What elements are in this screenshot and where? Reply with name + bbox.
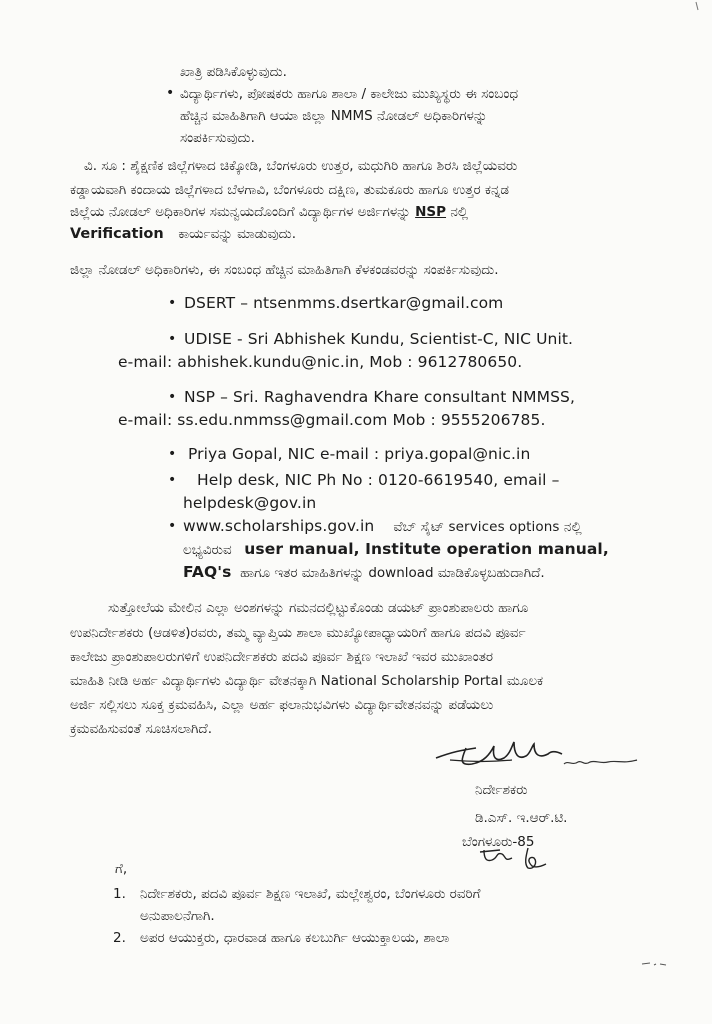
note-line-4 xyxy=(70,225,296,243)
udise-email: e-mail: abhishek.kundu@nic.in, Mob : 9612780650. xyxy=(118,353,523,371)
nsp-email: e-mail: ss.edu.nmmss@gmail.com Mob : 9555206785. xyxy=(118,411,546,429)
udise-contact: UDISE - Sri Abhishek Kundu, Scientist-C, NIC Unit. xyxy=(184,330,574,348)
recipient-1-line-1: ನಿರ್ದೇಶಕರು, ಪದವಿ ಪೂರ್ವ ಶಿಕ್ಷಣ ಇಲಾಖೆ, ಮಲ್ಲೇಶ್ವರಂ, ಬೆಂಗಳೂರು ರವರಿಗೆ xyxy=(140,886,481,902)
note-line-3 xyxy=(70,203,468,221)
top-bullet-line-1: ವಿದ್ಯಾರ್ಥಿಗಳು, ಪೋಷಕರು ಹಾಗೂ ಶಾಲಾ / ಕಾಲೇಜು ಮುಖ್ಯಸ್ಥರು ಈ ಸಂಬಂಧ xyxy=(180,86,519,102)
to-label: ಗೆ, xyxy=(115,861,128,877)
helpdesk-line-2: helpdesk@gov.in xyxy=(183,494,317,512)
para-line-3: ಕಾಲೇಜು ಪ್ರಾಂಶುಪಾಲರುಗಳಿಗೆ ಉಪನಿರ್ದೇಶಕರು ಪದವಿ ಪೂರ್ವ ಶಿಕ್ಷಣ ಇಲಾಖೆ ಇವರ ಮುಖಾಂತರ xyxy=(70,649,494,665)
scholarship-line-1 xyxy=(183,517,582,536)
scholarship-line-2 xyxy=(183,540,609,559)
helpdesk-line-1: Help desk, NIC Ph No : 0120-6619540, email – xyxy=(197,471,560,489)
initials-mark xyxy=(478,844,554,872)
faq-text: FAQ's xyxy=(183,563,232,581)
para-line-4: ಮಾಹಿತಿ ನೀಡಿ ಅರ್ಹ ವಿದ್ಯಾರ್ಥಿಗಳು ವಿದ್ಯಾರ್ಥಿ ವೇತನಕ್ಕಾಗಿ National Scholarship Portal ಮೂಲಕ xyxy=(70,673,544,689)
para-line-6: ಕ್ರಮವಹಿಸುವಂತೆ ಸೂಚಿಸಲಾಗಿದೆ. xyxy=(70,721,212,737)
scan-edge-mark xyxy=(694,0,708,12)
bullet-icon: • xyxy=(168,389,177,405)
verification-text: Verification xyxy=(70,226,164,242)
bullet-icon: • xyxy=(168,295,177,311)
bullet-icon: • xyxy=(168,331,177,347)
district-officers-line: ಜಿಲ್ಲಾ ನೋಡಲ್ ಅಧಿಕಾರಿಗಳು, ಈ ಸಂಬಂಧ ಹೆಚ್ಚಿನ ಮಾಹಿತಿಗಾಗಿ ಕೆಳಕಂಡವರನ್ನು ಸಂಪರ್ಕಿಸುವುದು. xyxy=(70,262,499,278)
note-line-4-text: ಕಾರ್ಯವನ್ನು ಮಾಡುವುದು. xyxy=(178,226,296,242)
bullet-icon: • xyxy=(168,446,177,462)
dsert-contact: DSERT – ntsenmms.dsertkar@gmail.com xyxy=(184,294,504,312)
office-name: ಡಿ.ಎಸ್. ಇ.ಆರ್.ಟಿ. xyxy=(475,810,568,826)
recipient-1-line-2: ಅನುಪಾಲನೆಗಾಗಿ. xyxy=(140,908,215,924)
scan-mark xyxy=(640,956,670,972)
para-line-5: ಅರ್ಜಿ ಸಲ್ಲಿಸಲು ಸೂಕ್ತ ಕ್ರಮವಹಿಸಿ, ಎಲ್ಲಾ ಅರ್ಹ ಫಲಾನುಭವಿಗಳು ವಿದ್ಯಾರ್ಥಿವೇತನವನ್ನು ಪಡೆಯಲು xyxy=(70,697,494,713)
recipient-1-number: 1. xyxy=(113,886,126,902)
note-line-1: ವಿ. ಸೂ : ಶೈಕ್ಷಣಿಕ ಜಿಲ್ಲೆಗಳಾದ ಚಿಕ್ಕೋಡಿ, ಬೆಂಗಳೂರು ಉತ್ತರ, ಮಧುಗಿರಿ ಹಾಗೂ ಶಿರಸಿ ಜಿಲ್ಲೆಯವರು xyxy=(84,158,518,174)
nsp-contact: NSP – Sri. Raghavendra Khare consultant NMMSS, xyxy=(184,388,575,406)
scholarship-line-2-text: ಲಭ್ಯವಿರುವ xyxy=(183,542,232,558)
top-bullet-line-3: ಸಂಪರ್ಕಿಸುವುದು. xyxy=(180,130,255,146)
note-line-3-tail: ನಲ್ಲಿ xyxy=(450,204,469,220)
recipient-2-number: 2. xyxy=(113,930,126,946)
para-line-1: ಸುತ್ತೋಲೆಯ ಮೇಲಿನ ಎಲ್ಲಾ ಅಂಶಗಳನ್ನು ಗಮನದಲ್ಲಿಟ್ಟುಕೊಂಡು ಡಯಟ್ ಪ್ರಾಂಶುಪಾಲರು ಹಾಗೂ xyxy=(108,600,529,616)
recipient-2-line-1: ಅಪರ ಆಯುಕ್ತರು, ಧಾರವಾಡ ಹಾಗೂ ಕಲಬುರ್ಗಿ ಆಯುಕ್ತಾಲಯ, ಶಾಲಾ xyxy=(140,930,450,946)
top-bullet-line-2: ಹೆಚ್ಚಿನ ಮಾಹಿತಿಗಾಗಿ ಆಯಾ ಜಿಲ್ಲಾ NMMS ನೋಡಲ್ ಅಧಿಕಾರಿಗಳನ್ನು xyxy=(180,108,488,124)
scholarship-line-1-tail: ವೆಬ್ ಸೈಟ್ services options ನಲ್ಲಿ xyxy=(393,519,582,535)
para-line-2: ಉಪನಿರ್ದೇಶಕರು (ಆಡಳಿತ)ರವರು, ತಮ್ಮ ವ್ಯಾಪ್ತಿಯ ಶಾಲಾ ಮುಖ್ಯೋಪಾಧ್ಯಾಯರಿಗೆ ಹಾಗೂ ಪದವಿ ಪೂರ್ವ xyxy=(70,625,526,641)
note-line-2: ಕಡ್ಡಾಯವಾಗಿ ಕಂದಾಯ ಜಿಲ್ಲೆಗಳಾದ ಬೆಳಗಾವಿ, ಬೆಂಗಳೂರು ದಕ್ಷಿಣ, ತುಮಕೂರು ಹಾಗೂ ಉತ್ತರ ಕನ್ನಡ xyxy=(70,182,509,198)
priya-contact: Priya Gopal, NIC e-mail : priya.gopal@nic.in xyxy=(188,445,531,463)
note-line-3-text: ಜಿಲ್ಲೆಯ ನೋಡಲ್ ಅಧಿಕಾರಿಗಳ ಸಮನ್ವಯದೊಂದಿಗೆ ವಿದ್ಯಾರ್ಥಿಗಳ ಅರ್ಜಿಗಳನ್ನು xyxy=(70,204,411,220)
bullet-icon: • xyxy=(168,472,177,488)
nsp-text: NSP xyxy=(415,204,447,220)
office-city: ಬೆಂಗಳೂರು-85 xyxy=(462,834,535,850)
scholarship-line-3-tail: ಹಾಗೂ ಇತರ ಮಾಹಿತಿಗಳನ್ನು download ಮಾಡಿಕೊಳ್ಳಬಹುದಾಗಿದೆ. xyxy=(240,565,545,581)
top-line-0: ಖಾತ್ರಿ ಪಡಿಸಿಕೊಳ್ಳುವುದು. xyxy=(180,64,287,80)
scholarship-url: www.scholarships.gov.in xyxy=(183,517,375,535)
manuals-text: user manual, Institute operation manual, xyxy=(244,540,609,558)
scholarship-line-3 xyxy=(183,563,545,582)
director-signature xyxy=(432,736,647,778)
director-title: ನಿರ್ದೇಶಕರು xyxy=(475,782,528,798)
bullet-icon: • xyxy=(168,518,177,534)
bullet-icon: • xyxy=(166,85,175,101)
